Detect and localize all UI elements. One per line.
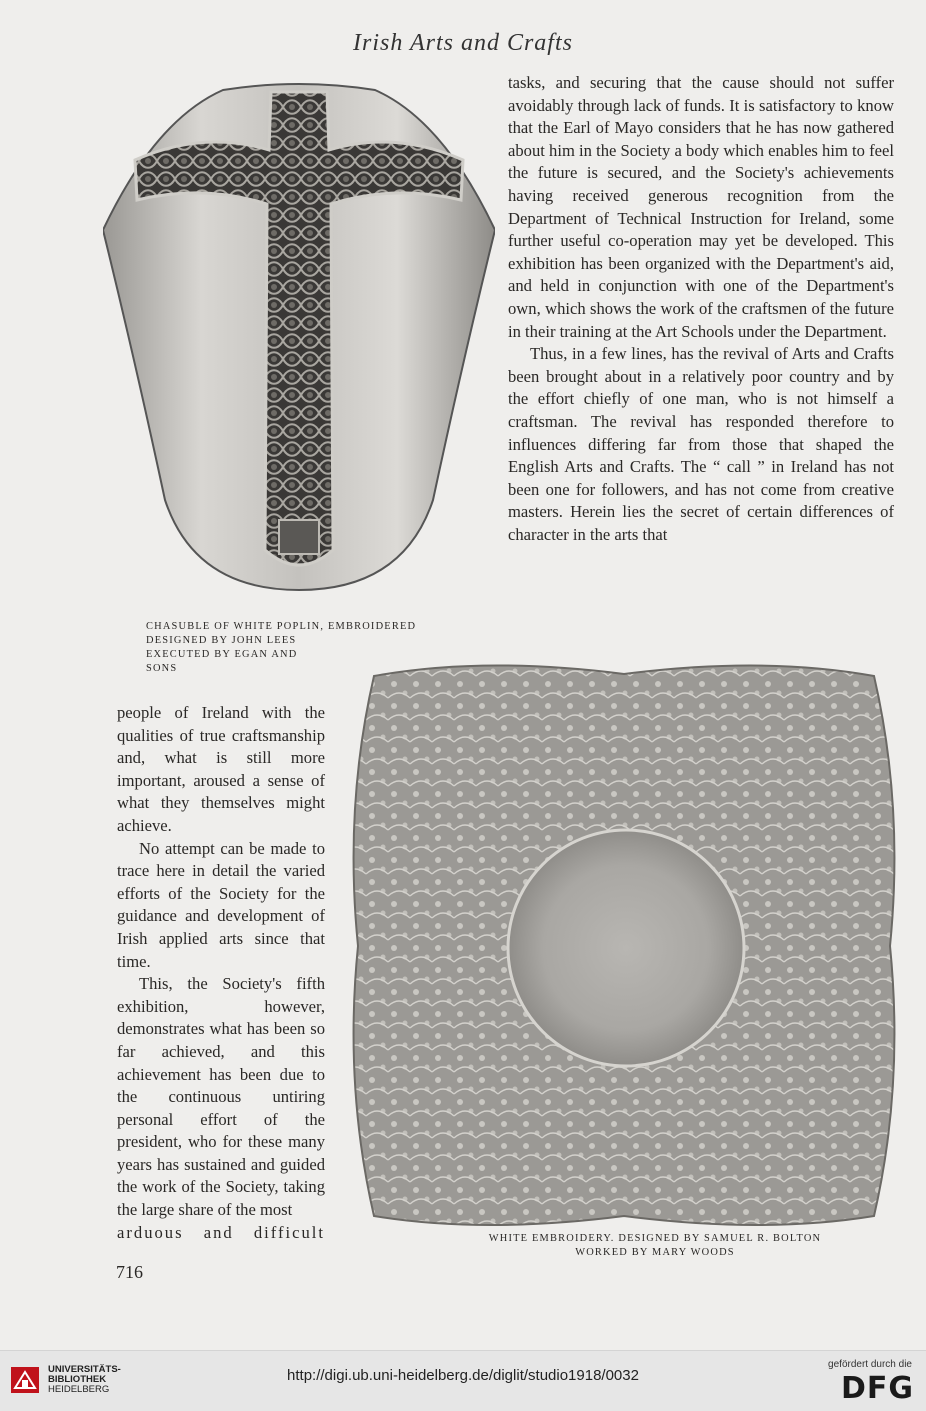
paragraph: people of Ireland with the qualities of true craftsmanship and, what is still more important, aroused a sense of what they themselves might achieve.: [117, 703, 325, 835]
left-column-text: [117, 702, 325, 1244]
paragraph: This, the Society's fifth exhibition, however, demonstrates what has been so far achieved, and this achievement has been due to the continuous untiring personal effort of the president, who for these many years has sustained and guided the work of the Society, taking the large share of the most: [117, 974, 325, 1220]
dfg-logo: DFG: [840, 1371, 914, 1406]
chasuble-photo: [103, 80, 495, 600]
paragraph: tasks, and securing that the cause should not suffer avoidably through lack of funds. It is satisfactory to know that the Earl of Mayo considers that he has now gathered about him in the Society a body which enables him to feel the future is secured, and the Society's achievements having received generous recognition from the Department of Technical Instruction for Ireland, some further useful co-operation may yet be developed. This exhibition has been organized with the Department's aid, and held in conjunction with one of the Department's own, which shows the work of the craftsmen of the future in their training at the Art Schools under the Department.: [508, 73, 894, 341]
paragraph: Thus, in a few lines, has the revival of Arts and Crafts been brought about in a relatively poor country and by the effort chiefly of one man, who is not himself a craftsman. The revival has responded therefore to influences differing far from those that shaped the English Arts and Crafts. The “ call ” in Ireland has not been one for followers, and has not come from creative masters. Herein lies the secret of certain differences of character in the arts that: [508, 344, 894, 544]
running-head: Irish Arts and Crafts: [353, 30, 573, 56]
embroidery-caption: WHITE EMBROIDERY. DESIGNED BY SAMUEL R. BOLTON WORKED BY MARY WOODS: [488, 1233, 822, 1258]
viewer-footer: [0, 1350, 926, 1411]
right-column-text: [508, 72, 894, 546]
paragraph-last-line: arduous and difficult: [117, 1222, 325, 1242]
page-number: 716: [116, 1262, 143, 1282]
chasuble-caption: CHASUBLE OF WHITE POPLIN, EMBROIDERED DESIGNED BY JOHN LEES EXECUTED BY EGAN AND SONS: [146, 621, 417, 674]
funding-label: gefördert durch die: [828, 1359, 912, 1370]
university-library-name: UNIVERSITÄTS- BIBLIOTHEK HEIDELBERG: [48, 1364, 121, 1395]
paragraph: No attempt can be made to trace here in detail the varied efforts of the Society for the guidance and development of Irish applied arts since that time.: [117, 838, 325, 971]
embroidery-photo: [344, 656, 904, 1234]
permalink-url[interactable]: http://digi.ub.uni-heidelberg.de/diglit/studio1918/0032: [287, 1367, 639, 1384]
